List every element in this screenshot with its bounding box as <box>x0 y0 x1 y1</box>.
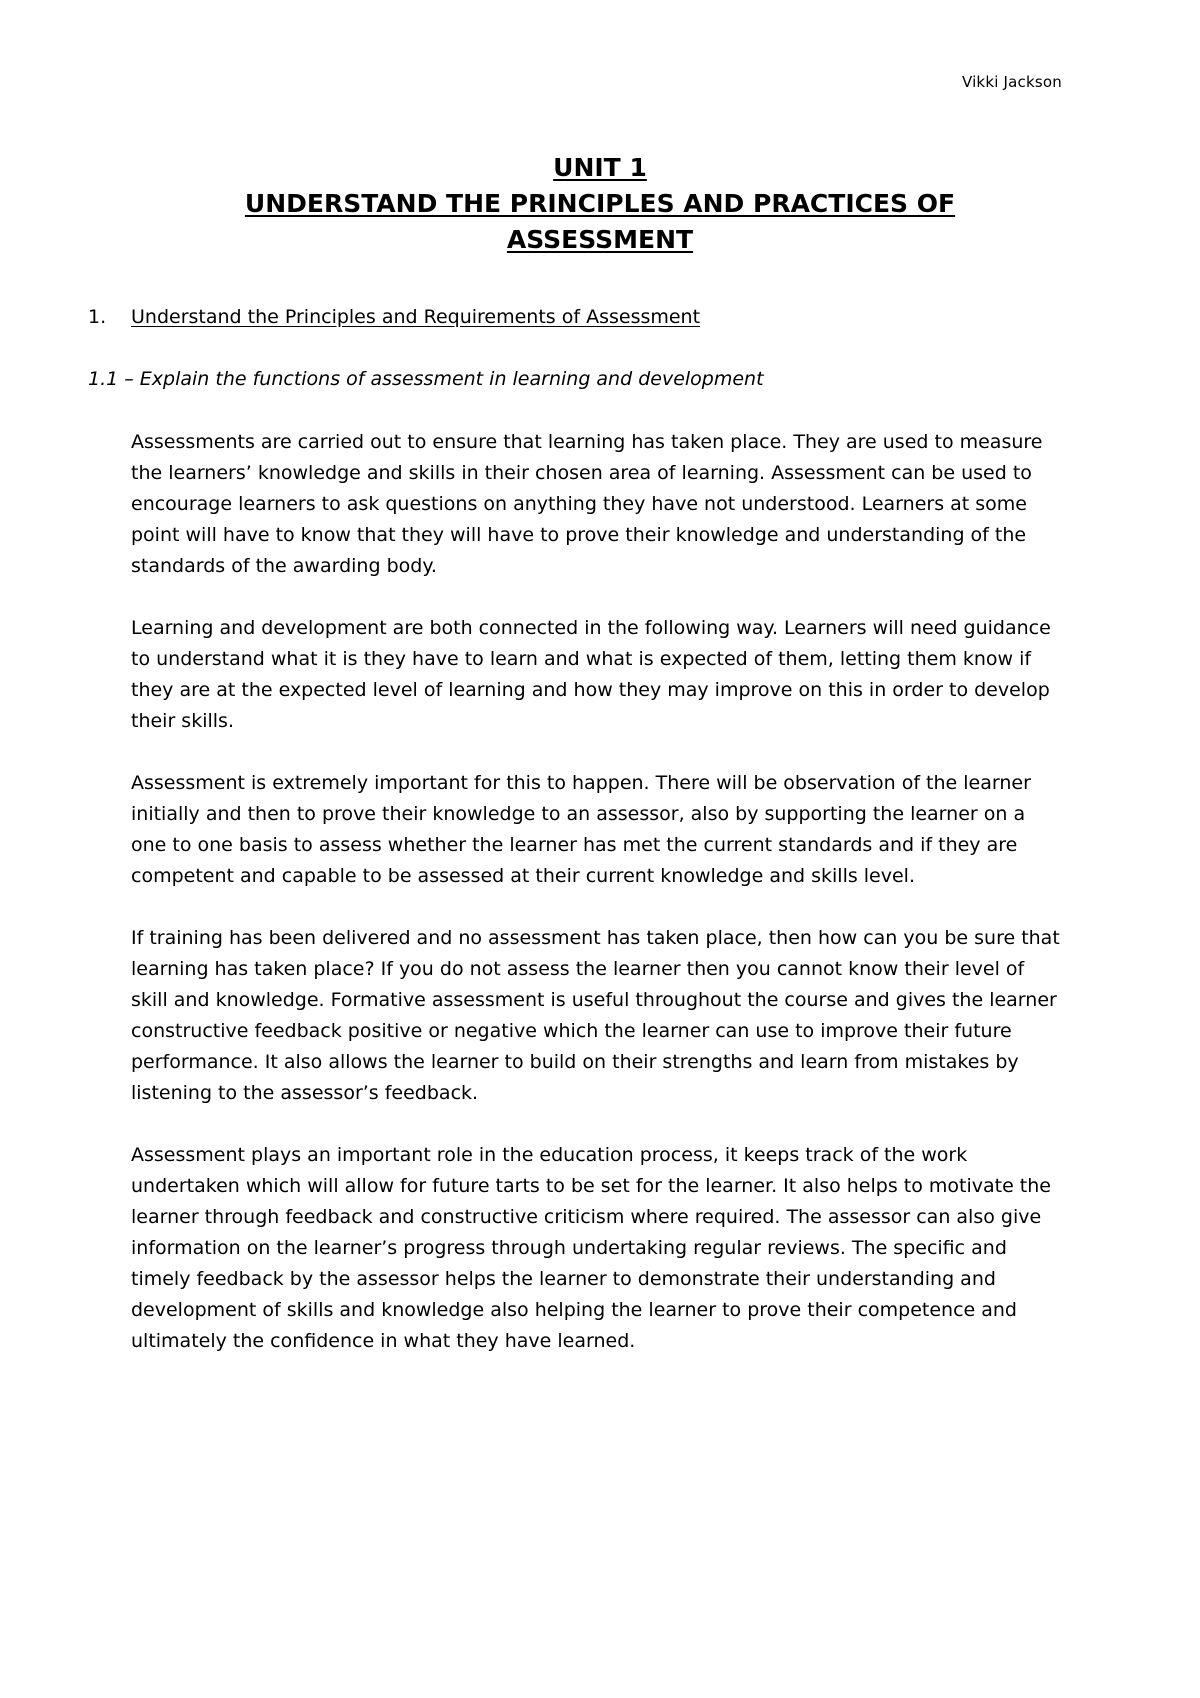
paragraph-1: Assessments are carried out to ensure that learning has taken place. They are used to measure the learners’ knowledge and skills in their chosen area of learning. Assessment can be used to encourage learners to ask questions on anything they have not understood. Learners at some point will have to know that they will have to prove their knowledge and understanding of the standards of the awarding body. <box>131 431 1043 577</box>
title-line-end: ASSESSMENT <box>506 225 694 254</box>
title-line-main: UNDERSTAND THE PRINCIPLES AND PRACTICES OF <box>244 189 956 218</box>
body-text <box>131 427 1061 1388</box>
document-title <box>0 150 1200 258</box>
section-heading <box>88 306 700 328</box>
paragraph-2: Learning and development are both connected in the following way. Learners will need guidance to understand what it is they have to learn and what is expected of them, letting them know if they are at the expected level of learning and how they may improve on this in order to develop their skills. <box>131 617 1051 732</box>
section-number: 1. <box>88 306 107 328</box>
title-line-unit: UNIT 1 <box>553 153 647 182</box>
header-author-name: Vikki Jackson <box>961 73 1062 91</box>
paragraph-3: Assessment is extremely important for this to happen. There will be observation of the learner initially and then to prove their knowledge to an assessor, also by supporting the learner on a one to one basis to assess whether the learner has met the current standards and if they are competent and capable to be assessed at their current knowledge and skills level. <box>131 772 1031 887</box>
paragraph-4: If training has been delivered and no assessment has taken place, then how can you be sure that learning has taken place? If you do not assess the learner then you cannot know their level of skill and knowledge. Formative assessment is useful throughout the course and gives the learner constructive feedback positive or negative which the learner can use to improve their future performance. It also allows the learner to build on their strengths and learn from mistakes by listening to the assessor’s feedback. <box>131 927 1060 1104</box>
subsection-heading: 1.1 – Explain the functions of assessment in learning and development <box>88 368 764 390</box>
paragraph-5: Assessment plays an important role in the education process, it keeps track of the work undertaken which will allow for future tarts to be set for the learner. It also helps to motivate the learner through feedback and constructive criticism where required. The assessor can also give information on the learner’s progress through undertaking regular reviews. The specific and timely feedback by the assessor helps the learner to demonstrate their understanding and development of skills and knowledge also helping the learner to prove their competence and ultimately the confidence in what they have learned. <box>131 1144 1051 1352</box>
section-title: Understand the Principles and Requirements of Assessment <box>131 306 701 328</box>
